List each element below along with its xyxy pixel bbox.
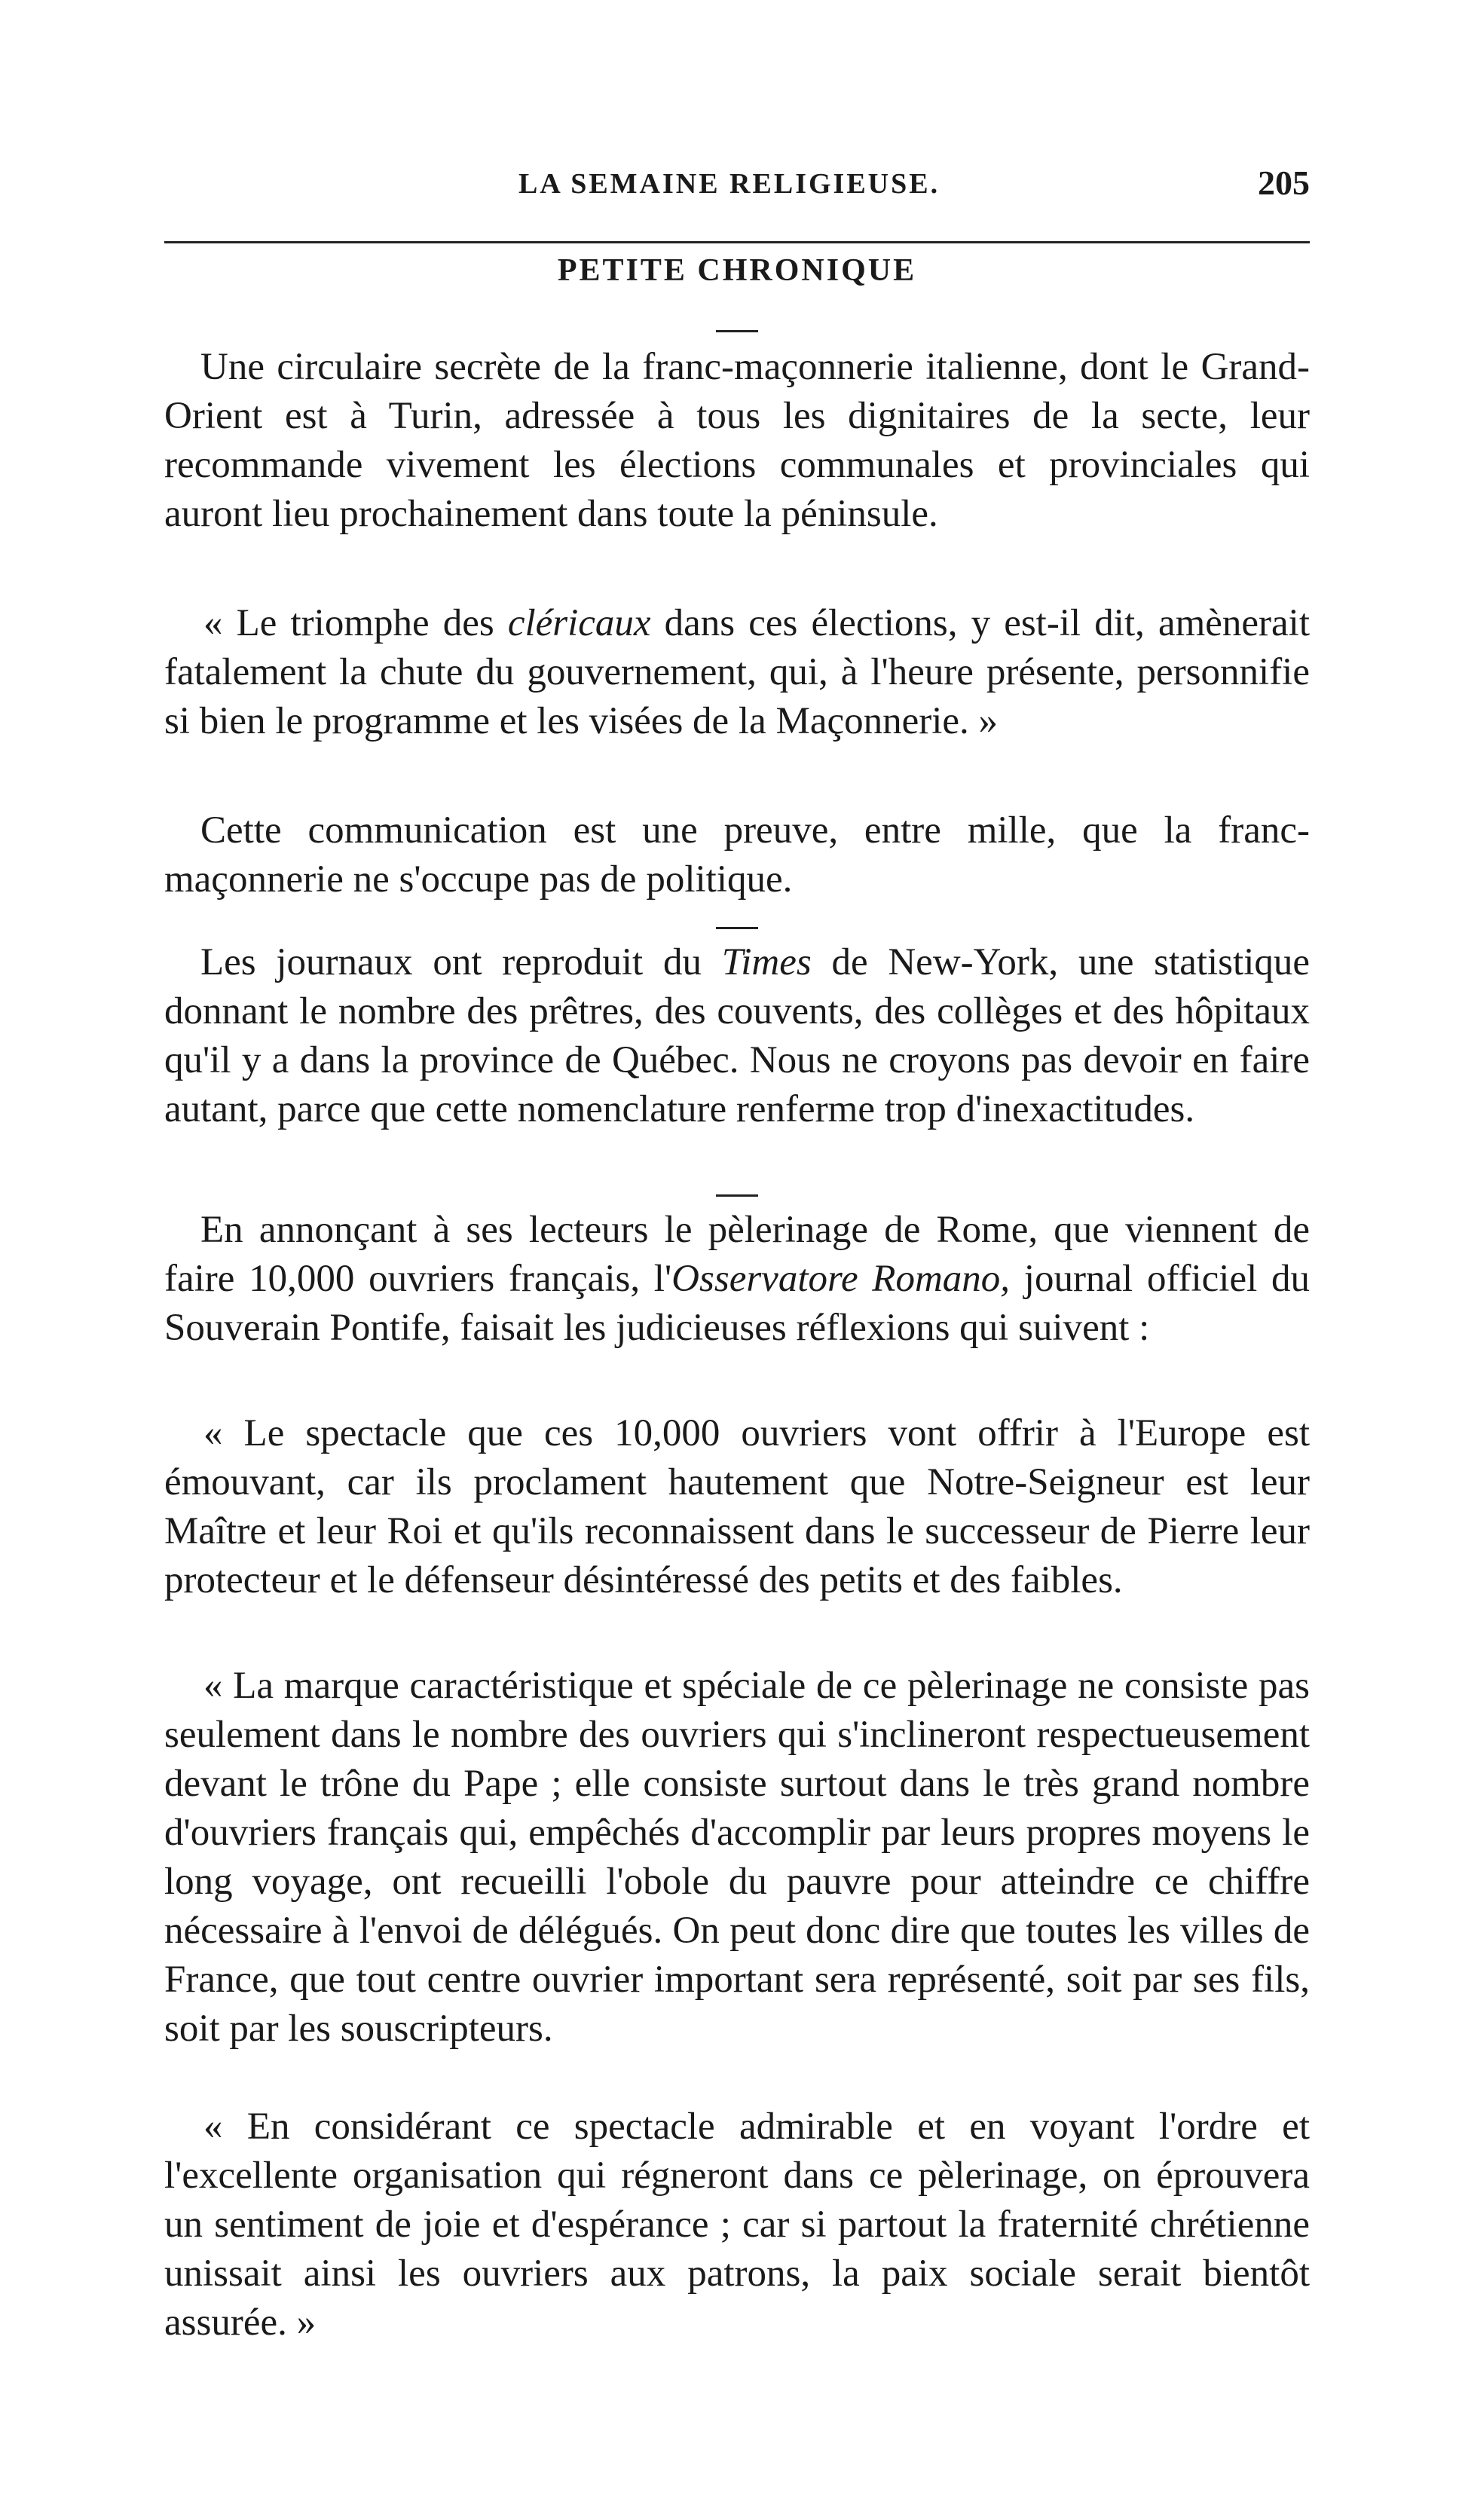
paragraph-times-statistics [164,938,1310,1134]
paragraph-quote-triomphe [164,599,1310,746]
section-title: PETITE CHRONIQUE [557,253,917,288]
running-title: LA SEMAINE RELIGIEUSE. [518,168,940,200]
paragraph-text: dans ces élections, y est-il dit, amènerait fatalement la chute du gouvernement, qui, à l'heure présente, personnifie si bien le programme et les visées de la Maçonnerie. » [164,602,1311,742]
paragraph-quote-considerant [164,2103,1310,2347]
italic-title: Times [721,941,812,983]
paragraph-text: Cette communication est une preuve, entre mille, que la franc-maçonnerie ne s'occupe pas de politique. [164,809,1310,901]
paragraph-quote-spectacle [164,1409,1310,1605]
paragraph-communication [164,806,1310,904]
paragraph-text: « Le spectacle que ces 10,000 ouvriers vont offrir à l'Europe est émouvant, car ils proclament hautement que Notre-Seigneur est leur Maître et leur Roi et qu'ils reconnaissent dans le successeur de Pierre leur protecteur et le défenseur désintéressé des petits et des faibles. [164,1412,1310,1601]
paragraph-text: de New-York, une statistique donnant le nombre des prêtres, des couvents, des collèges et des hôpitaux qu'il y a dans la province de Québec. Nous ne croyons pas devoir en faire autant, parce que cette nomenclature renferme trop d'inexactitudes. [164,941,1310,1130]
paragraph-text: « Le triomphe des [203,602,508,644]
page-header [164,157,1310,209]
paragraph-text: journal officiel du Souverain Pontife, faisait les judicieuses réflexions qui suivent : [164,1258,1310,1349]
paragraph-text: En annonçant à ses lecteurs le pèlerinage de Rome, que viennent de faire 10,000 ouvriers français, l' [164,1209,1310,1300]
paragraph-quote-marque [164,1662,1310,2054]
separator-dash [716,1194,758,1197]
paragraph-text: « En considérant ce spectacle admirable et en voyant l'ordre et l'excellente organisation qui régneront dans ce pèlerinage, on éprouvera un sentiment de joie et d'espérance ; car si partout la fraternité chrétienne unissait ainsi les ouvriers aux patrons, la paix sociale serait bientôt assurée. » [164,2106,1310,2344]
italic-term: cléricaux [507,602,651,644]
separator-dash [716,927,758,929]
page-number: 205 [1258,164,1310,202]
paragraph-text: Une circulaire secrète de la franc-maçonnerie italienne, dont le Grand-Orient est à Turin, adressée à tous les dignitaires de la secte, leur recommande vivement les élections communales et provinciales qui auront lieu prochainement dans toute la péninsule. [164,346,1310,535]
separator-dash [716,330,758,332]
header-rule [164,241,1310,243]
paragraph-freemasonry-circular [164,343,1310,539]
italic-title: Osservatore Romano, [671,1258,1011,1300]
paragraph-text: « La marque caractéristique et spéciale de ce pèlerinage ne consiste pas seulement dans le nombre des ouvriers qui s'inclineront respectueusement devant le trône du Pape ; elle consiste surtout dans le très grand nombre d'ouvriers français qui, empêchés d'accomplir par leurs propres moyens le long voyage, ont recueilli l'obole du pauvre pour atteindre ce chiffre nécessaire à l'envoi de délégués. On peut donc dire que toutes les villes de France, que tout centre ouvrier important sera représenté, soit par ses fils, soit par les souscripteurs. [164,1665,1310,2050]
paragraph-rome-pilgrimage [164,1206,1310,1353]
paragraph-text: Les journaux ont reproduit du [200,941,722,983]
